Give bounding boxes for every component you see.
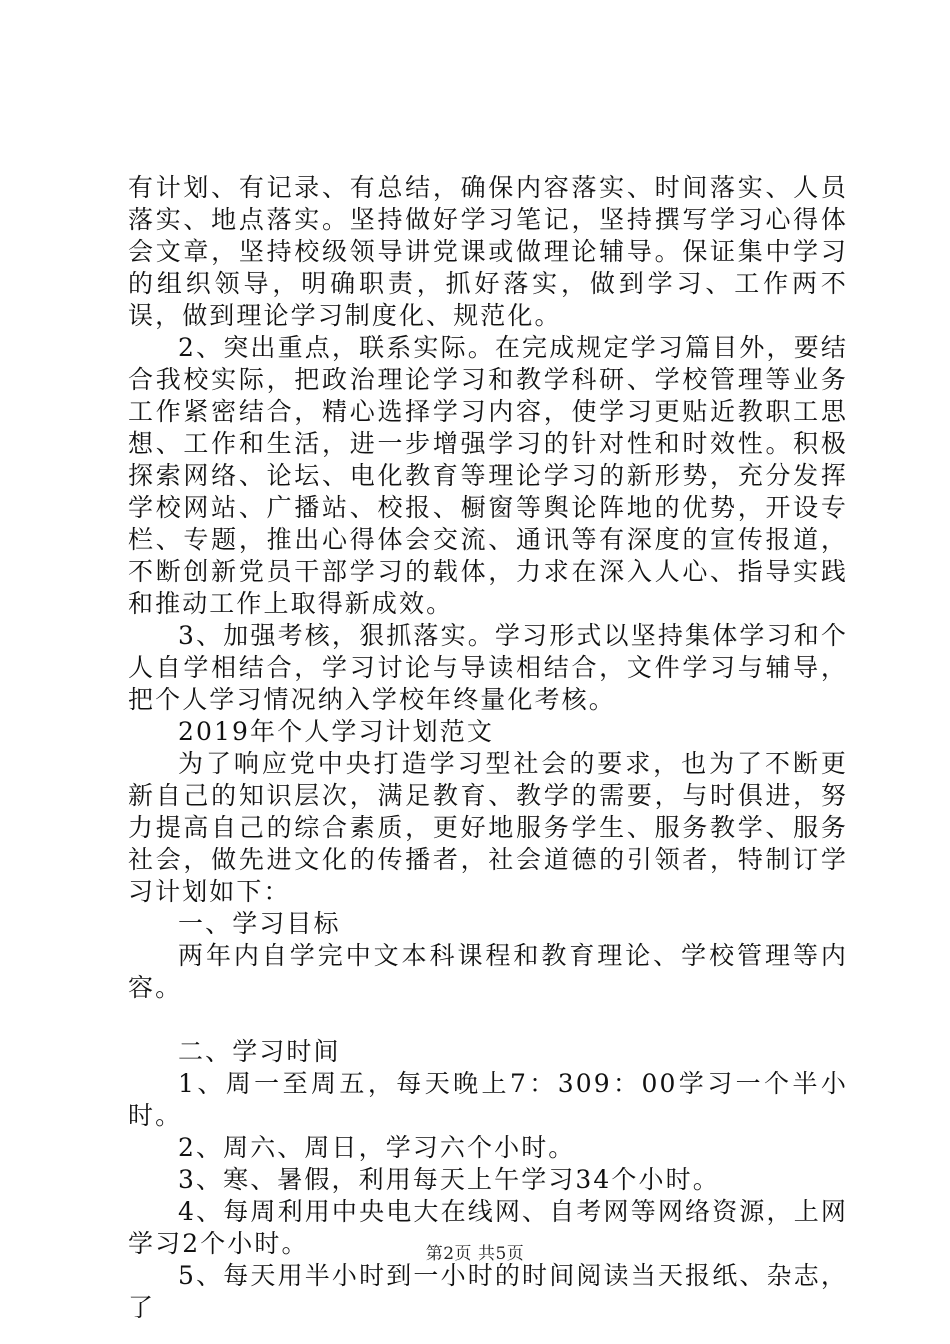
list-item-weekday: 1、周一至周五，每天晚上7：309：00学习一个半小时。 bbox=[128, 1069, 848, 1130]
paragraph-point-3: 3、加强考核，狠抓落实。学习形式以坚持集体学习和个人自学相结合，学习讨论与导读相结合，文件学习与辅导，把个人学习情况纳入学校年终量化考核。 bbox=[128, 621, 848, 714]
section-heading-goal: 一、学习目标 bbox=[178, 909, 341, 938]
paragraph-continuation: 有计划、有记录、有总结，确保内容落实、时间落实、人员落实、地点落实。坚持做好学习笔记，坚持撰写学习心得体会文章，坚持校级领导讲党课或做理论辅导。保证集中学习的组织领导，明确职责，抓好落实，做到学习、工作两不误，做到理论学习制度化、规范化。 bbox=[128, 173, 848, 330]
list-item-weekend: 2、周六、周日，学习六个小时。 bbox=[178, 1133, 576, 1162]
section-heading-time: 二、学习时间 bbox=[178, 1037, 341, 1066]
paragraph-point-2: 2、突出重点，联系实际。在完成规定学习篇目外，要结合我校实际，把政治理论学习和教学科研、学校管理等业务工作紧密结合，精心选择学习内容，使学习更贴近教职工思想、工作和生活，进一步增强学习的针对性和时效性。积极探索网络、论坛、电化教育等理论学习的新形势，充分发挥学校网站、广播站、校报、橱窗等舆论阵地的优势，开设专栏、专题，推出心得体会交流、通讯等有深度的宣传报道，不断创新党员干部学习的载体，力求在深入人心、指导实践和推动工作上取得新成效。 bbox=[128, 333, 848, 618]
list-item-online: 4、每周利用中央电大在线网、自考网等网络资源，上网学习2个小时。 bbox=[128, 1197, 848, 1258]
list-item-holiday: 3、寒、暑假，利用每天上午学习34个小时。 bbox=[178, 1165, 720, 1194]
paragraph-intro: 为了响应党中央打造学习型社会的要求，也为了不断更新自己的知识层次，满足教育、教学的需要，与时俱进，努力提高自己的综合素质，更好地服务学生、服务教学、服务社会，做先进文化的传播者，社会道德的引领者，特制订学习计划如下： bbox=[128, 749, 848, 906]
page-number-footer: 第2页 共5页 bbox=[425, 1244, 525, 1264]
paragraph-goal: 两年内自学完中文本科课程和教育理论、学校管理等内容。 bbox=[128, 941, 848, 1002]
blank-line bbox=[128, 1004, 848, 1036]
section-heading-plan-title: 2019年个人学习计划范文 bbox=[178, 717, 494, 746]
list-item-reading: 5、每天用半小时到一小时的时间阅读当天报纸、杂志，了 bbox=[128, 1261, 848, 1322]
document-body bbox=[128, 172, 848, 1324]
